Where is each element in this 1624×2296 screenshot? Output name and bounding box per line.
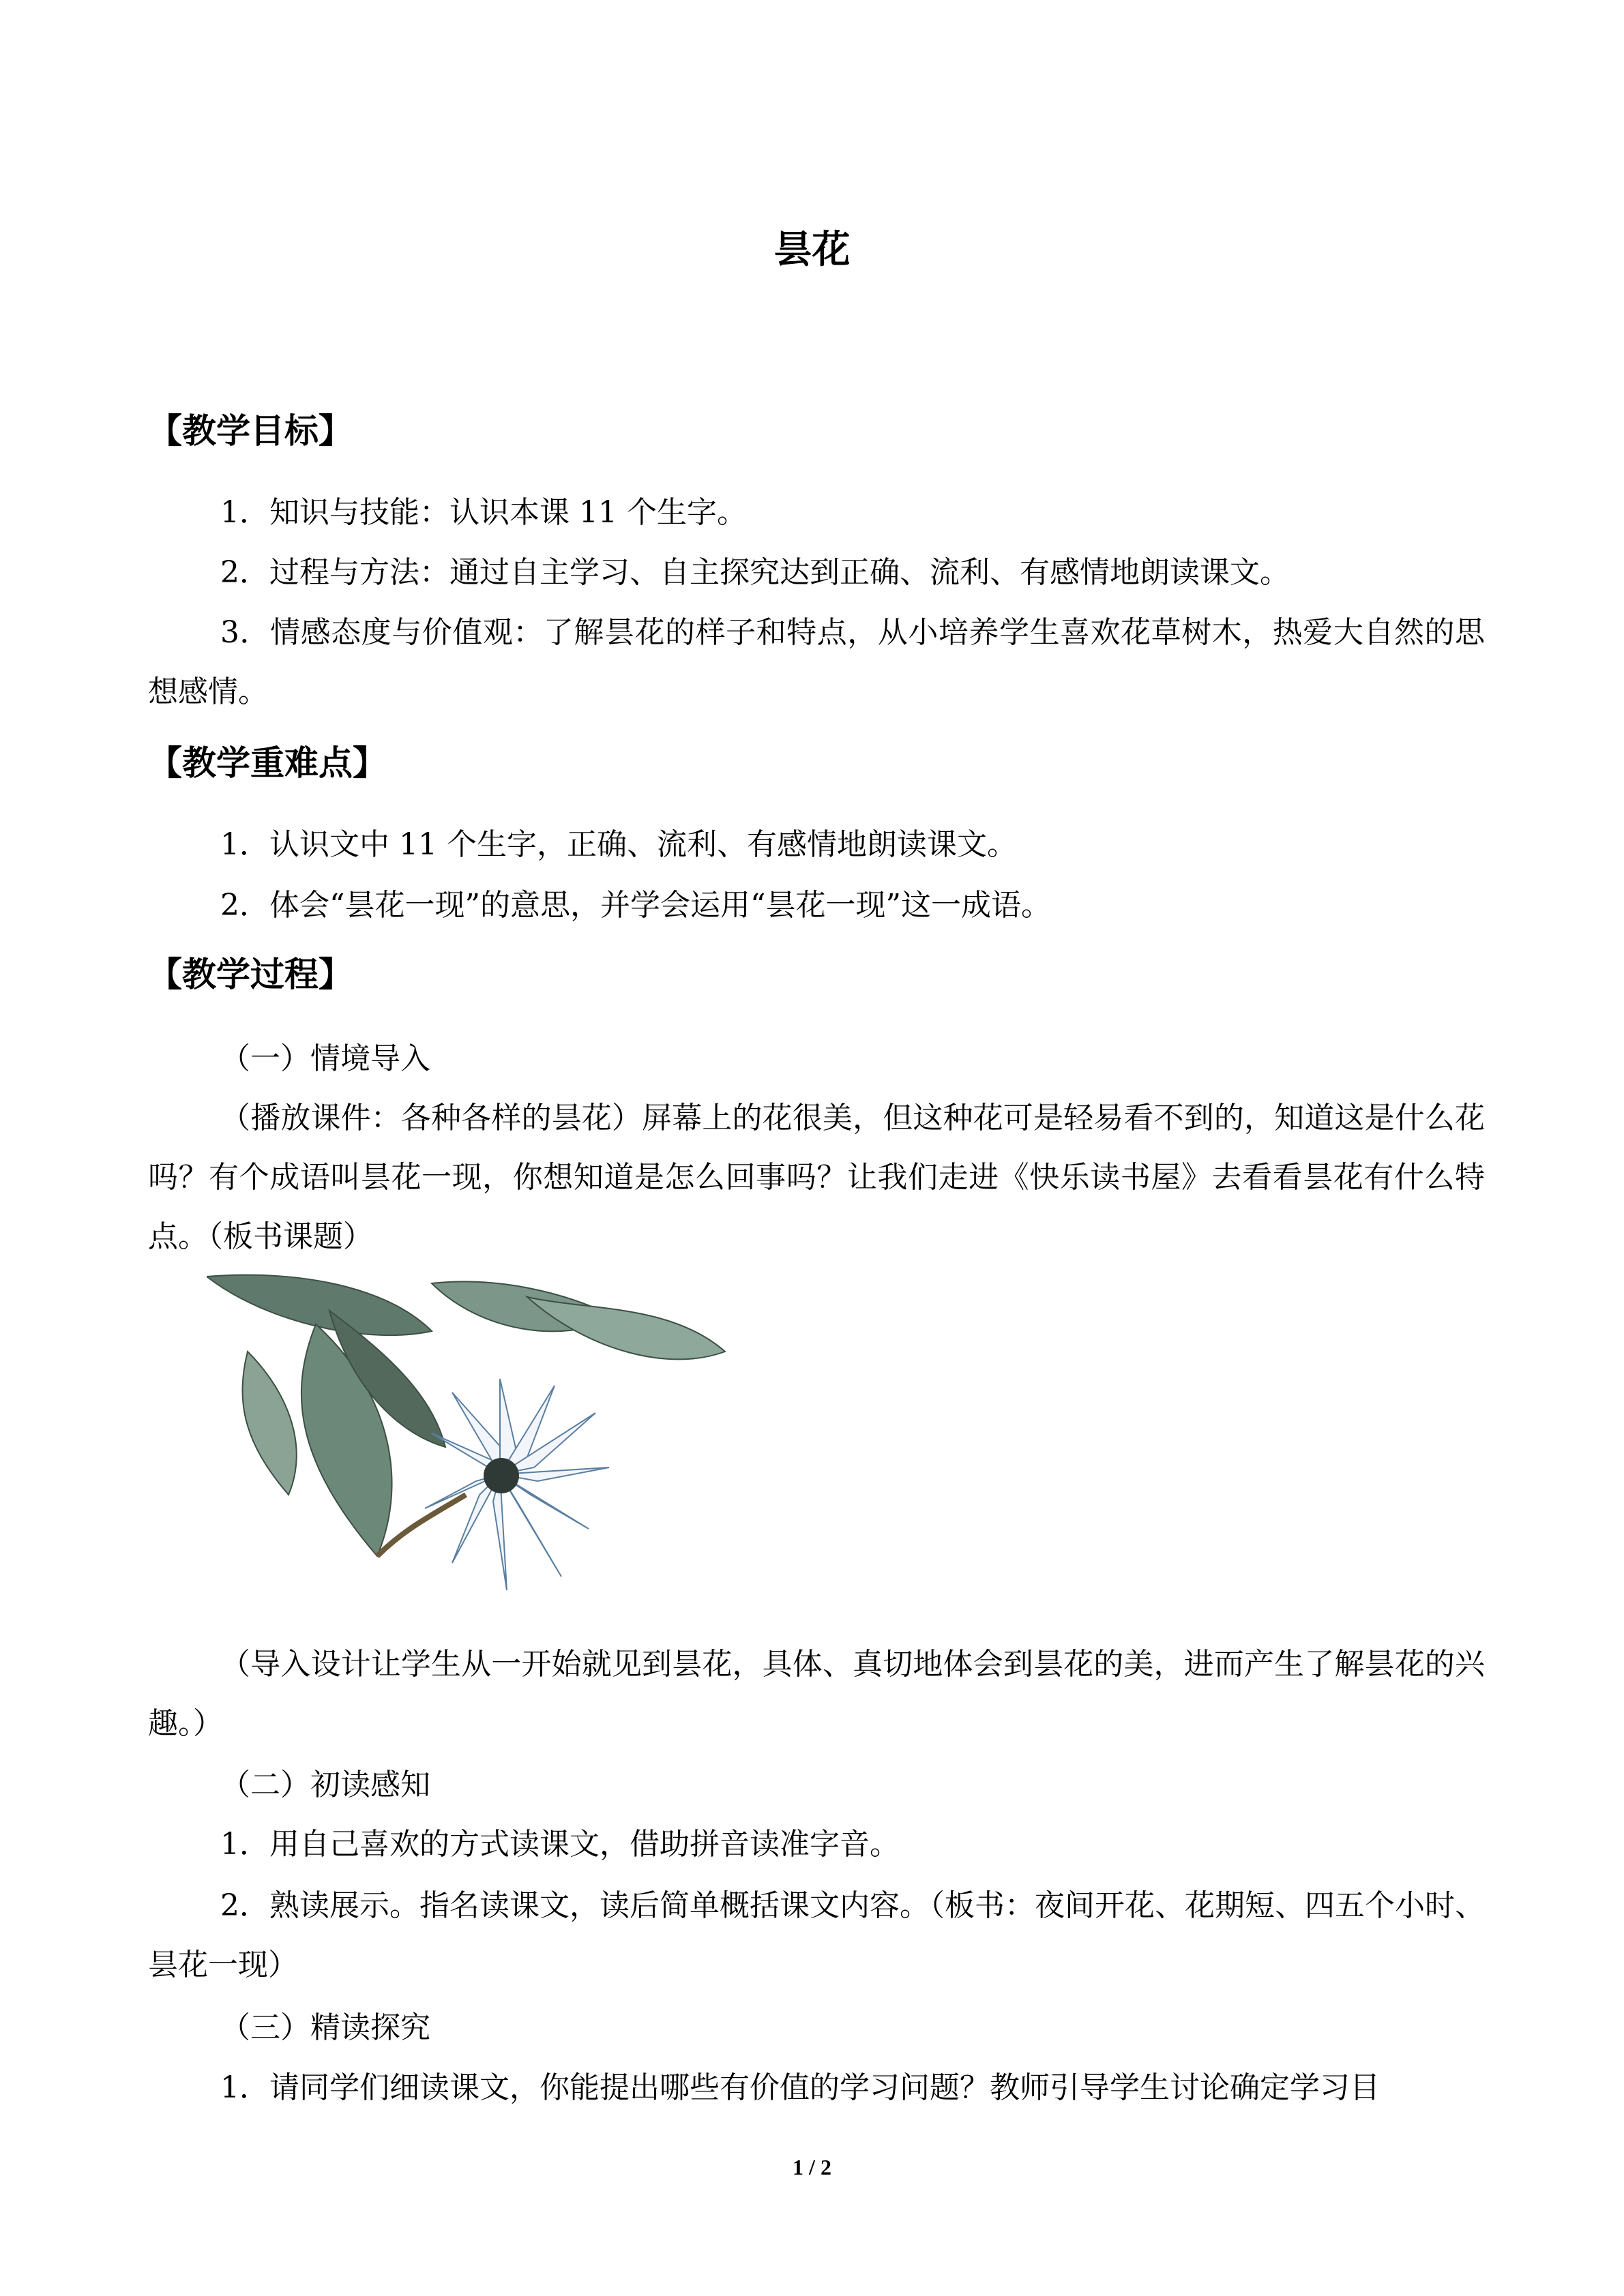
step-item: 2．熟读展示。指名读课文，读后简单概括课文内容。（板书：夜间开花、花期短、四五个小时、昙花一现）: [148, 1888, 1485, 1982]
leaf: [243, 1352, 297, 1495]
flower-petals: [425, 1379, 609, 1590]
document-title: 昙花: [773, 228, 851, 272]
heading-key-points: 【教学重难点】: [148, 743, 387, 783]
step-item: 1．请同学们细读课文，你能提出哪些有价值的学习问题？教师引导学生讨论确定学习目: [220, 2070, 1380, 2105]
epiphyllum-flower-illustration: [207, 1270, 732, 1609]
step-note: （导入设计让学生从一开始就见到昙花，具体、真切地体会到昙花的美，进而产生了解昙花的兴趣。）: [148, 1647, 1485, 1741]
step-title: （二）初读感知: [220, 1768, 430, 1802]
leaf: [207, 1275, 432, 1335]
heading-teaching-process: 【教学过程】: [148, 955, 353, 994]
step-title: （三）精读探究: [220, 2010, 430, 2045]
flower-center: [484, 1458, 519, 1493]
step-title: （一）情境导入: [220, 1041, 430, 1076]
step-item: 1．用自己喜欢的方式读课文，借助拼音读准字音。: [220, 1827, 900, 1862]
goal-item: 2．过程与方法：通过自主学习、自主探究达到正确、流利、有感情地朗读课文。: [220, 555, 1290, 590]
goal-item: 1．知识与技能：认识本课 11 个生字。: [220, 495, 747, 530]
heading-teaching-goals: 【教学目标】: [148, 411, 353, 451]
step-text: （播放课件：各种各样的昙花）屏幕上的花很美，但这种花可是轻易看不到的，知道这是什么花吗？有个成语叫昙花一现，你想知道是怎么回事吗？让我们走进《快乐读书屋》去看看昙花有什么特点。（板书课题）: [148, 1101, 1485, 1254]
key-point-item: 2．体会“昙花一现”的意思，并学会运用“昙花一现”这一成语。: [220, 888, 1051, 923]
goal-item: 3．情感态度与价值观：了解昙花的样子和特点，从小培养学生喜欢花草树木，热爱大自然的思想感情。: [148, 615, 1485, 709]
page-number: 1 / 2: [793, 2155, 831, 2179]
key-point-item: 1．认识文中 11 个生字，正确、流利、有感情地朗读课文。: [220, 827, 1017, 862]
